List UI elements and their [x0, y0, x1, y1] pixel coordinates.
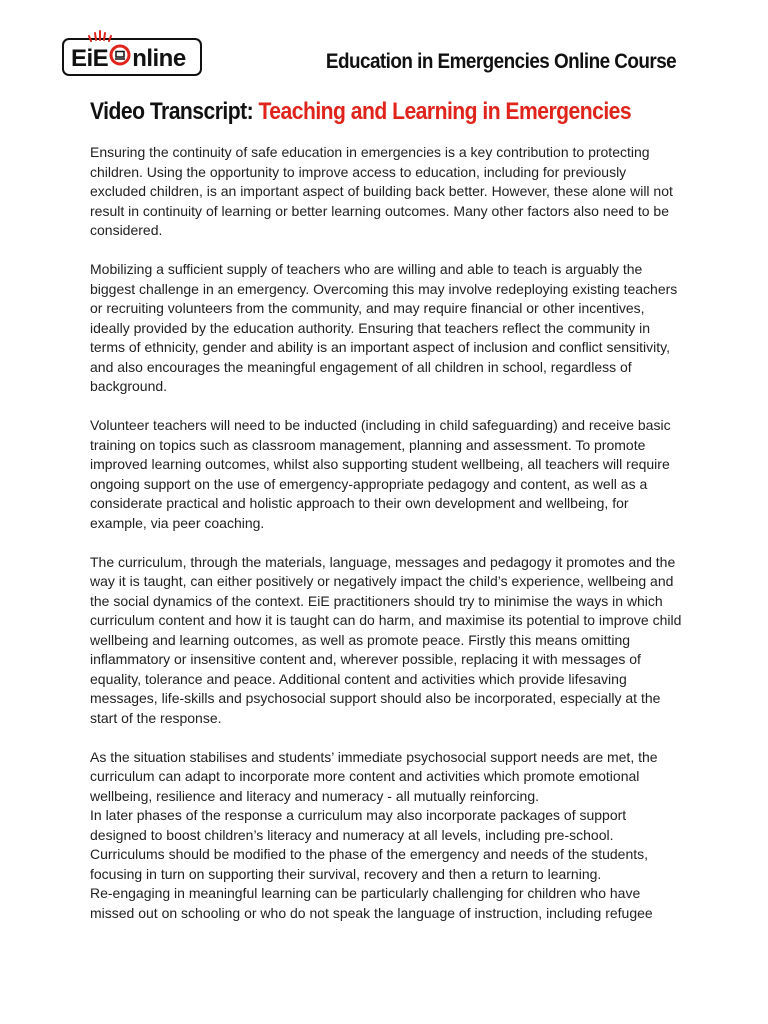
- paragraph: In later phases of the response a curriculum may also incorporate packages of support designed to boost children’s literacy and numeracy at all levels, including pre-school. Curriculums should be modified to the phase of the emergency and needs of the students, focusing in turn on supporting their survival, recovery and then a return to learning.: [90, 807, 649, 882]
- title-topic: Teaching and Learning in Emergencies: [258, 98, 632, 125]
- paragraph: Ensuring the continuity of safe education in emergencies is a key contribution to protecting children. Using the opportunity to improve access to education, including for previously excluded children, is an important aspect of building back better. However, these alone will not result in continuity of learning or better learning outcomes. Many other factors also need to be considered.: [90, 144, 673, 238]
- paragraph: The curriculum, through the materials, language, messages and pedagogy it promotes and the way it is taught, can either positively or negatively impact the child’s experience, wellbeing and the social dynamics of the context. EiE practitioners should try to minimise the ways in which curriculum content and how it is taught can do harm, and maximise its potential to improve child wellbeing and learning outcomes, as well as promote peace. Firstly this means omitting inflammatory or insensitive content and, wherever possible, replacing it with messages of equality, tolerance and peace. Additional content and activities which provide lifesaving messages, life-skills and psychosocial support should also be incorporated, especially at the start of the response.: [90, 553, 682, 726]
- document-title: [90, 97, 631, 127]
- course-title: Education in Emergencies Online Course: [325, 50, 676, 73]
- title-prefix: Video Transcript:: [90, 98, 259, 125]
- sunburst-icon: [88, 30, 112, 42]
- transcript-body: [90, 143, 682, 923]
- eie-online-logo: [62, 38, 202, 76]
- paragraph: Mobilizing a sufficient supply of teachers who are willing and able to teach is arguably the biggest challenge in an emergency. Overcoming this may involve redeploying existing teachers or recruiting volunteers from the community, and may require financial or other incentives, ideally provided by the education authority. Ensuring that teachers reflect the community in terms of ethnicity, gender and ability is an important aspect of inclusion and conflict sensitivity, and also encourages the meaningful engagement of all children in school, regardless of background.: [90, 261, 678, 394]
- logo-text-eie: EiE: [71, 44, 109, 72]
- paragraph: Volunteer teachers will need to be inducted (including in child safeguarding) and receive basic training on topics such as classroom management, planning and assessment. To promote improved learning outcomes, whilst also supporting student wellbeing, all teachers will require ongoing support on the use of emergency-appropriate pedagogy and content, as well as a considerate practical and holistic approach to their own development and wellbeing, for example, via peer coaching.: [90, 417, 671, 531]
- paragraph: As the situation stabilises and students’ immediate psychosocial support needs are met, the curriculum can adapt to incorporate more content and activities which promote emotional wellbeing, resilience and literacy and numeracy - all mutually reinforcing.: [90, 748, 658, 804]
- paragraph: Re-engaging in meaningful learning can be particularly challenging for children who have missed out on schooling or who do not speak the language of instruction, including refugee: [90, 885, 653, 921]
- logo-text-online: nline: [132, 44, 186, 72]
- online-o-icon: [109, 44, 131, 73]
